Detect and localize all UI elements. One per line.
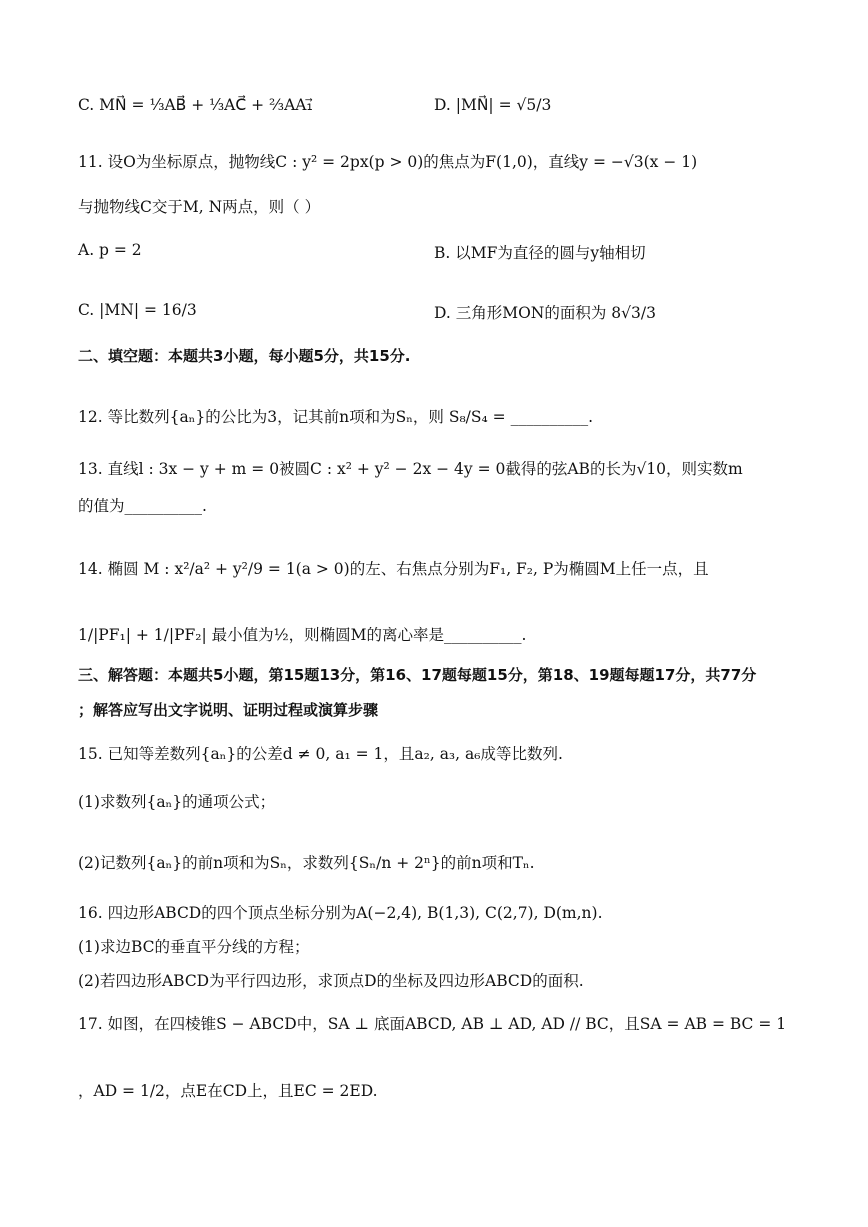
option-11c: C. |MN| = 16/3 [78, 301, 197, 319]
question-12: 12. 等比数列{aₙ}的公比为3，记其前n项和为Sₙ，则 S₈/S₄ = __________. [78, 408, 593, 426]
question-17: 17. 如图，在四棱锥S − ABCD中，SA ⊥ 底面ABCD, AB ⊥ AD, AD // BC，且SA = AB = BC = 1 [78, 1015, 787, 1033]
question-14: 14. 椭圆 M : x²/a² + y²/9 = 1(a > 0)的左、右焦点分别为F₁, F₂, P为椭圆M上任一点，且 [78, 560, 709, 578]
section-2-heading: 二、填空题：本题共3小题，每小题5分，共15分. [78, 347, 411, 365]
option-11d: D. 三角形MON的面积为 8√3/3 [434, 304, 656, 322]
option-11b: B. 以MF为直径的圆与y轴相切 [434, 244, 646, 262]
section-3-heading: 三、解答题：本题共5小题，第15题13分，第16、17题每题15分，第18、19题每题17分，共77分 [78, 666, 757, 684]
question-11-stem: 11. 设O为坐标原点，抛物线C : y² = 2px(p > 0)的焦点为F(1,0)，直线y = −√3(x − 1) [78, 153, 698, 171]
question-16-part-1: (1)求边BC的垂直平分线的方程； [78, 938, 310, 956]
question-16-part-2: (2)若四边形ABCD为平行四边形，求顶点D的坐标及四边形ABCD的面积. [78, 972, 584, 990]
question-15-part-1: (1)求数列{aₙ}的通项公式； [78, 793, 276, 811]
option-10c: C. MN⃗ = ⅓AB⃗ + ⅓AC⃗ + ⅔AA₁⃗ [78, 96, 313, 114]
question-11-stem-cont: 与抛物线C交于M, N两点，则（ ） [78, 198, 321, 216]
question-15: 15. 已知等差数列{aₙ}的公差d ≠ 0, a₁ = 1，且a₂, a₃, a₆成等比数列. [78, 745, 563, 763]
option-10d: D. |MN⃗| = √5/3 [434, 96, 552, 114]
question-17-cont: ，AD = 1/2，点E在CD上，且EC = 2ED. [78, 1082, 378, 1100]
option-11a: A. p = 2 [78, 241, 142, 259]
section-3-heading-cont: ；解答应写出文字说明、证明过程或演算步骤 [78, 701, 379, 719]
question-15-part-2: (2)记数列{aₙ}的前n项和为Sₙ，求数列{Sₙ/n + 2ⁿ}的前n项和Tₙ. [78, 854, 535, 872]
question-13: 13. 直线l : 3x − y + m = 0被圆C : x² + y² − 2x − 4y = 0截得的弦AB的长为√10，则实数m [78, 460, 743, 478]
question-13-cont: 的值为__________. [78, 497, 207, 515]
question-14-cont: 1/|PF₁| + 1/|PF₂| 最小值为½，则椭圆M的离心率是__________. [78, 626, 527, 644]
question-16: 16. 四边形ABCD的四个顶点坐标分别为A(−2,4), B(1,3), C(2,7), D(m,n). [78, 904, 603, 922]
